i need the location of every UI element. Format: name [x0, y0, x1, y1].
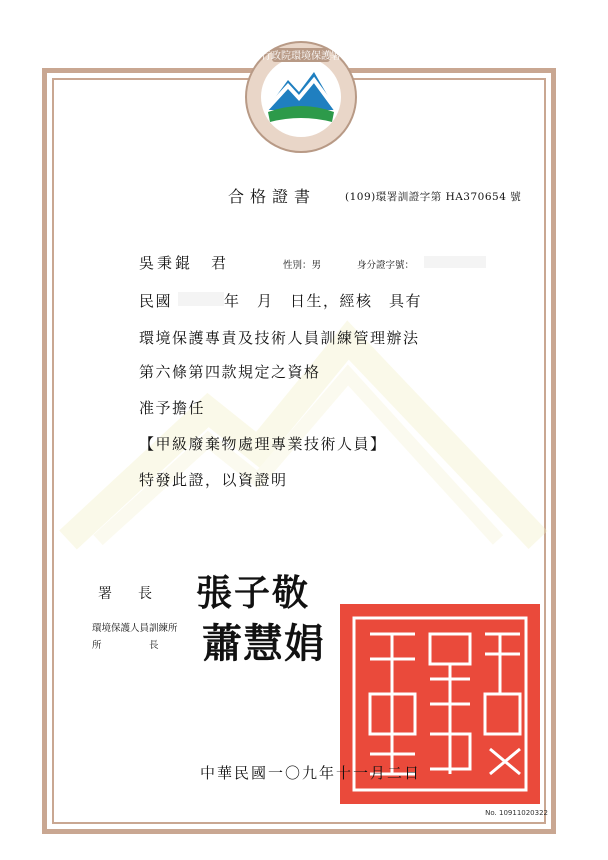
regulation-line: 環境保護專責及技術人員訓練管理辦法	[139, 329, 420, 347]
certification-statement: 特發此證，以資證明	[139, 471, 288, 489]
institute-label-line1: 環境保護人員訓練所	[92, 623, 178, 634]
emblem-top-text: 行政院環境保護署	[261, 51, 341, 62]
appointment-line: 准予擔任	[139, 399, 206, 417]
id-number-label: 身分證字號：	[357, 260, 415, 271]
qualification-title: 【甲級廢棄物處理專業技術人員】	[139, 435, 387, 453]
issue-date: 中華民國一〇九年十一月二日	[200, 764, 422, 782]
roc-prefix: 民國	[139, 292, 173, 310]
institute-director-label	[92, 620, 178, 654]
director-general-signature: 張子敬	[196, 572, 311, 614]
holder-name	[139, 252, 229, 273]
id-number-redaction	[424, 256, 486, 268]
article-line: 第六條第四款規定之資格	[139, 363, 321, 381]
holder-name-text: 吳秉錕	[139, 254, 194, 272]
institute-director-signature: 蕭慧娟	[202, 620, 325, 667]
birth-date-rest: 年 月 日生，經核 具有	[224, 292, 423, 310]
honorific: 君	[211, 254, 230, 272]
institute-label-line2: 所 長	[92, 640, 159, 651]
director-general-label: 署 長	[98, 586, 158, 602]
birth-year-redaction	[178, 292, 224, 306]
serial-number: No. 10911020322	[485, 809, 548, 817]
epa-emblem	[244, 40, 358, 154]
gender-field: 性別：男	[283, 260, 322, 271]
certificate-reference: (109)環署訓證字第 HA370654 號	[345, 191, 522, 203]
certificate-title: 合格證書	[228, 187, 317, 206]
